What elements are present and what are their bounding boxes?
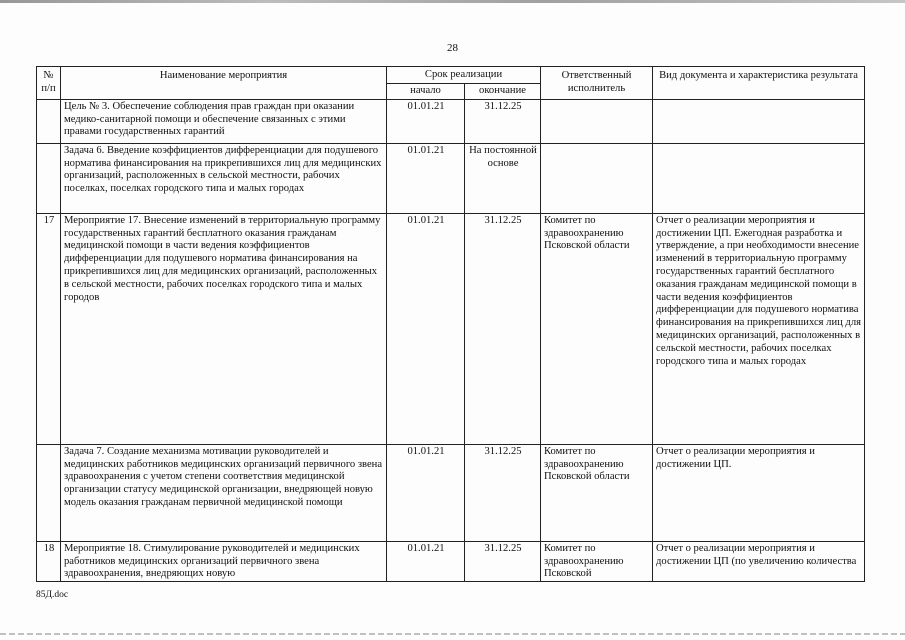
row-responsible: Комитет по здравоохранению Псковской: [541, 541, 653, 581]
row-name: Мероприятие 17. Внесение изменений в территориальную программу государственных гарантий бесплатного оказания гражданам медицинской помощи в части ведения коэффициентов дифференциации для подушевого норматива финансирования на прикрепившихся лиц для медицинских организаций, расположенных в сельской местности, рабочих поселках городского типа и малых городов: [61, 213, 387, 444]
row-num: [37, 143, 61, 213]
col-header-num: № п/п: [37, 67, 61, 100]
row-name: Цель № 3. Обеспечение соблюдения прав граждан при оказании медико-санитарной помощи и обеспечение связанных с этими правами государственных гарантий: [61, 99, 387, 143]
scan-edge-top: [0, 0, 905, 3]
row-name: Задача 7. Создание механизма мотивации руководителей и медицинских работников медицинских организаций первичного звена здравоохранения с учетом степени соответствия медицинской организации статусу медицинской организации, внедряющей новую модель оказания гражданам первичной медицинской помощи: [61, 444, 387, 541]
row-start: 01.01.21: [387, 541, 465, 581]
row-end: 31.12.25: [465, 444, 541, 541]
row-result: Отчет о реализации мероприятия и достижении ЦП (по увеличению количества: [653, 541, 865, 581]
table-row: [37, 213, 865, 444]
table-row: [37, 444, 865, 541]
col-header-result: Вид документа и характеристика результата: [653, 67, 865, 100]
table-row: [37, 99, 865, 143]
row-responsible: [541, 143, 653, 213]
row-result: Отчет о реализации мероприятия и достижении ЦП.: [653, 444, 865, 541]
row-start: 01.01.21: [387, 143, 465, 213]
row-start: 01.01.21: [387, 99, 465, 143]
row-num: 18: [37, 541, 61, 581]
row-num: [37, 444, 61, 541]
table-row: [37, 541, 865, 581]
col-header-period: Срок реализации: [387, 67, 541, 84]
row-end: На постоянной основе: [465, 143, 541, 213]
row-num: [37, 99, 61, 143]
page-number: 28: [447, 42, 458, 54]
table-header-row: [37, 67, 865, 84]
col-header-start: начало: [387, 84, 465, 100]
activities-table: [36, 66, 865, 582]
row-result: Отчет о реализации мероприятия и достижении ЦП. Ежегодная разработка и утверждение, а при необходимости внесение изменений в территориальную программу государственных гарантий бесплатного оказания гражданам медицинской помощи в части ведения коэффициентов дифференциации для подушевого норматива финансирования на прикрепившихся лиц для медицинских организаций, расположенных в сельской местности, рабочих поселках городского типа и малых городах: [653, 213, 865, 444]
table-row: [37, 143, 865, 213]
row-end: 31.12.25: [465, 213, 541, 444]
row-name: Задача 6. Введение коэффициентов дифференциации для подушевого норматива финансирования на прикрепившихся лиц для медицинских организаций, расположенных в сельской местности, рабочих поселках, поселках городского типа и малых городах: [61, 143, 387, 213]
row-name: Мероприятие 18. Стимулирование руководителей и медицинских работников медицинских организаций первичного звена здравоохранения, внедряющих новую: [61, 541, 387, 581]
row-responsible: Комитет по здравоохранению Псковской области: [541, 444, 653, 541]
row-responsible: [541, 99, 653, 143]
row-result: [653, 143, 865, 213]
col-header-name: Наименование мероприятия: [61, 67, 387, 100]
document-filename: 85Д.doc: [36, 590, 69, 600]
row-end: 31.12.25: [465, 541, 541, 581]
row-responsible: Комитет по здравоохранению Псковской области: [541, 213, 653, 444]
row-result: [653, 99, 865, 143]
row-start: 01.01.21: [387, 213, 465, 444]
col-header-responsible: Ответственный исполнитель: [541, 67, 653, 100]
row-num: 17: [37, 213, 61, 444]
scan-edge-bottom: [0, 633, 905, 635]
col-header-end: окончание: [465, 84, 541, 100]
row-start: 01.01.21: [387, 444, 465, 541]
row-end: 31.12.25: [465, 99, 541, 143]
